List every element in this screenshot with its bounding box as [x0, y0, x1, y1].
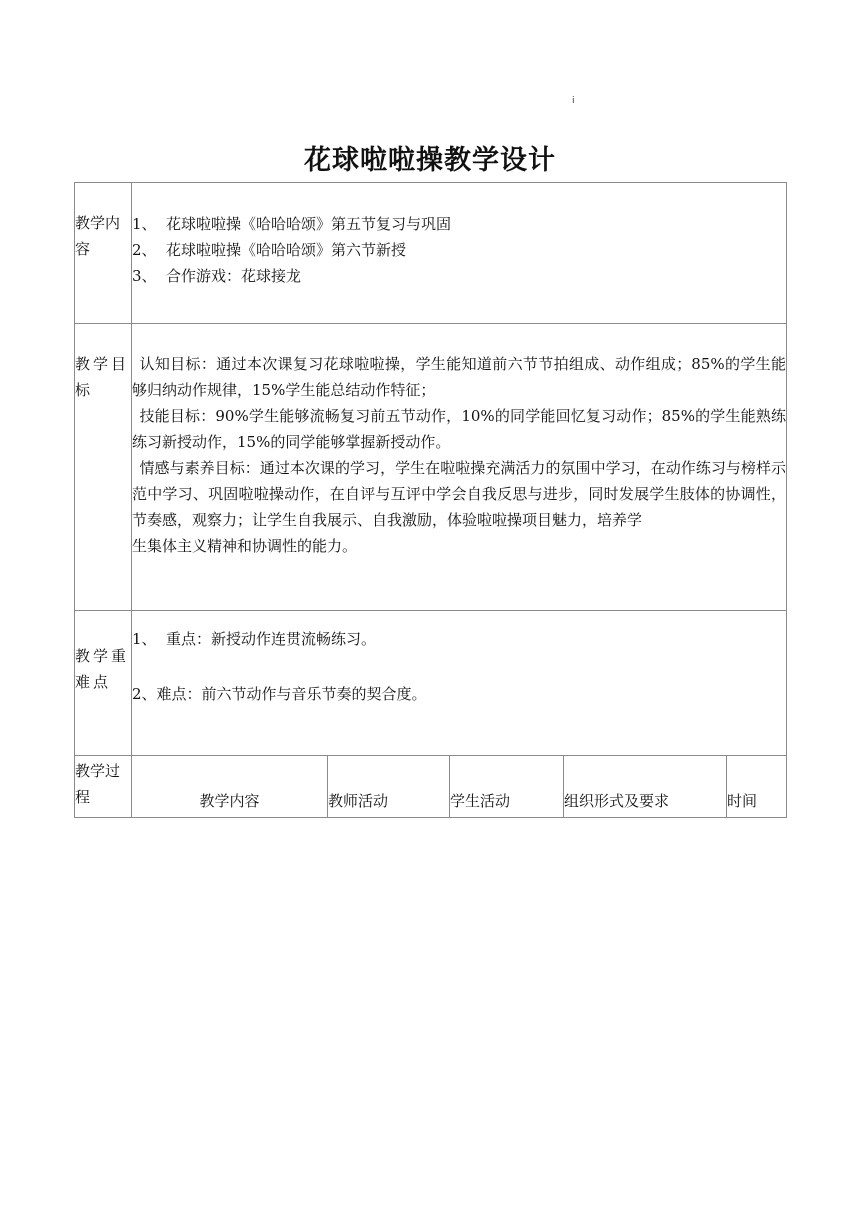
cognitive-objective: 认知目标：通过本次课复习花球啦啦操，学生能知道前六节节拍组成、动作组成；85%的学生能够归纳动作规律，15%学生能总结动作特征； — [132, 355, 787, 399]
emotion-objective-continued: 生集体主义精神和协调性的能力。 — [132, 537, 358, 555]
teaching-process-label: 教学过程 — [75, 756, 132, 818]
emotion-objective: 情感与素养目标：通过本次课的学习，学生在啦啦操充满活力的氛围中学习，在动作练习与榜样示范中学习、巩固啦啦操动作，在自评与互评中学会自我反思与进步，同时发展学生肢体的协调性，节奏感，观察力；让学生自我展示、自我激励，体验啦啦操项目魅力，培养学 — [132, 459, 787, 529]
content-item: 3、 合作游戏：花球接龙 — [132, 267, 302, 285]
column-header-time: 时间 — [727, 756, 787, 818]
teaching-objectives-label: 教学目标 — [75, 324, 132, 611]
teaching-process-row — [75, 756, 787, 818]
difficult-point: 2、难点：前六节动作与音乐节奏的契合度。 — [132, 685, 427, 703]
page-mark: i — [572, 96, 575, 106]
key-points-cell — [132, 611, 787, 756]
skill-objective: 技能目标：90%学生能够流畅复习前五节动作，10%的同学能回忆复习动作；85%的学生能熟练练习新授动作，15%的同学能够掌握新授动作。 — [132, 407, 787, 451]
key-point: 1、 重点：新授动作连贯流畅练习。 — [132, 630, 377, 648]
column-header-teacher-activity: 教师活动 — [328, 756, 450, 818]
key-points-label: 教学重难点 — [75, 611, 132, 756]
lesson-plan-table — [74, 182, 787, 818]
key-points-row — [75, 611, 787, 756]
column-header-content: 教学内容 — [132, 756, 328, 818]
column-header-student-activity: 学生活动 — [450, 756, 564, 818]
column-header-organization: 组织形式及要求 — [564, 756, 727, 818]
document-title: 花球啦啦操教学设计 — [304, 145, 556, 176]
teaching-content-label: 教学内容 — [75, 183, 132, 324]
teaching-objectives-row — [75, 324, 787, 611]
content-item: 2、 花球啦啦操《哈哈哈颂》第六节新授 — [132, 241, 407, 259]
teaching-content-row — [75, 183, 787, 324]
teaching-content-cell — [132, 183, 787, 324]
teaching-objectives-cell — [132, 324, 787, 611]
content-item: 1、 花球啦啦操《哈哈哈颂》第五节复习与巩固 — [132, 215, 452, 233]
